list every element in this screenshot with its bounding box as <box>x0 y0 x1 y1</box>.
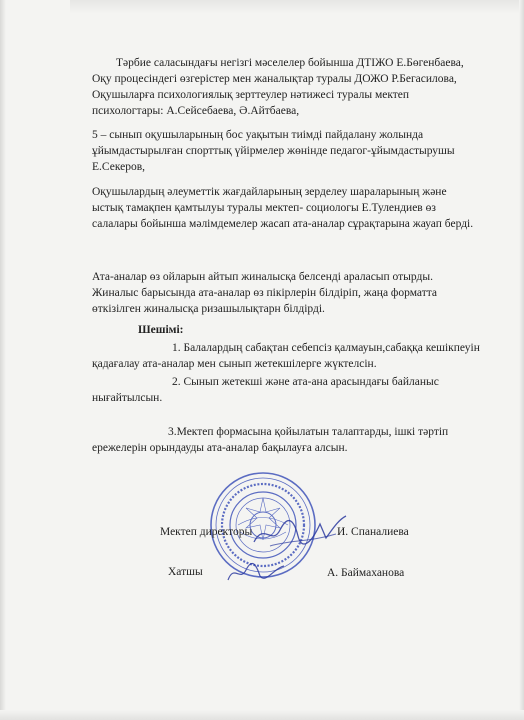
text-line: ережелерін орындауды ата-аналар бақылауға алсын. <box>92 442 348 454</box>
paragraph-reports <box>92 55 500 119</box>
text-line: Жиналыс барысында ата-аналар өз пікірлерін білдіріп, жаңа форматта <box>92 287 438 299</box>
secretary-name: А. Баймаханова <box>327 567 405 579</box>
director-name: И. Спаналиева <box>337 526 409 538</box>
director-label: Мектеп директоры <box>160 526 253 538</box>
director-signature <box>250 512 350 552</box>
paragraph-social-conditions <box>92 184 500 232</box>
scan-edge-left <box>0 0 6 720</box>
secretary-label: Хатшы <box>168 566 203 578</box>
scan-edge-top <box>70 0 524 14</box>
text-line: Е.Секеров, <box>92 161 146 173</box>
text-line: 3.Мектеп формасына қойылатын талаптарды, ішкі тәртіп <box>168 426 449 438</box>
text-line: психологтары: А.Сейсебаева, Ә.Айтбаева, <box>92 105 300 117</box>
decision-title: Шешімі: <box>138 324 184 336</box>
decision-item-3 <box>92 424 502 456</box>
text-line: Ата-аналар өз ойларын айтып жиналысқа белсенді араласып отырды. <box>92 271 433 283</box>
text-line: қадағалау ата-аналар мен сынып жетекшілерге жүктелсін. <box>92 358 377 370</box>
text-line: 2. Сынып жетекші және ата-ана арасындағы байланыс <box>172 376 439 388</box>
text-line: Тәрбие саласындағы негізгі мәселелер бойынша ДТІЖО Е.Бөгенбаева, <box>116 57 464 69</box>
scan-edge-right <box>519 0 524 720</box>
decision-item-2 <box>92 374 502 406</box>
text-line: Оқушыларға психологиялық зерттеулер нәтижесі туралы мектеп <box>92 89 410 101</box>
scan-edge-bottom <box>0 710 524 720</box>
decision-item-1 <box>92 340 502 372</box>
text-line: өткізілген жиналысқа ризашылықтарн білдірді. <box>92 303 325 315</box>
text-line: ұйымдастырылған спорттық үйірмелер жөнінде педагог-ұйымдастырушы <box>92 145 455 157</box>
text-line: 5 – сынып оқушыларының бос уақытын тиімді пайдалану жолында <box>92 129 424 141</box>
text-line: Оқу процесіндегі өзгерістер мен жаналықтар туралы ДОЖО Р.Бегасилова, <box>92 73 457 85</box>
text-line: ыстық тамақпен қамтылуы туралы мектеп- социологы Е.Тулендиев өз <box>92 202 436 214</box>
paragraph-parents-feedback <box>92 269 500 317</box>
text-line: нығайтылсын. <box>92 392 163 404</box>
paragraph-sport-clubs <box>92 127 500 175</box>
text-line: салалары бойынша мәлімдемелер жасап ата-аналар сұрақтарына жауап берді. <box>92 218 474 230</box>
secretary-signature <box>226 560 286 586</box>
text-line: Оқушылардың әлеуметтік жағдайларының зерделеу шараларының және <box>92 186 447 198</box>
text-line: 1. Балалардың сабақтан себепсіз қалмауын,сабаққа кешікпеуін <box>172 342 480 354</box>
